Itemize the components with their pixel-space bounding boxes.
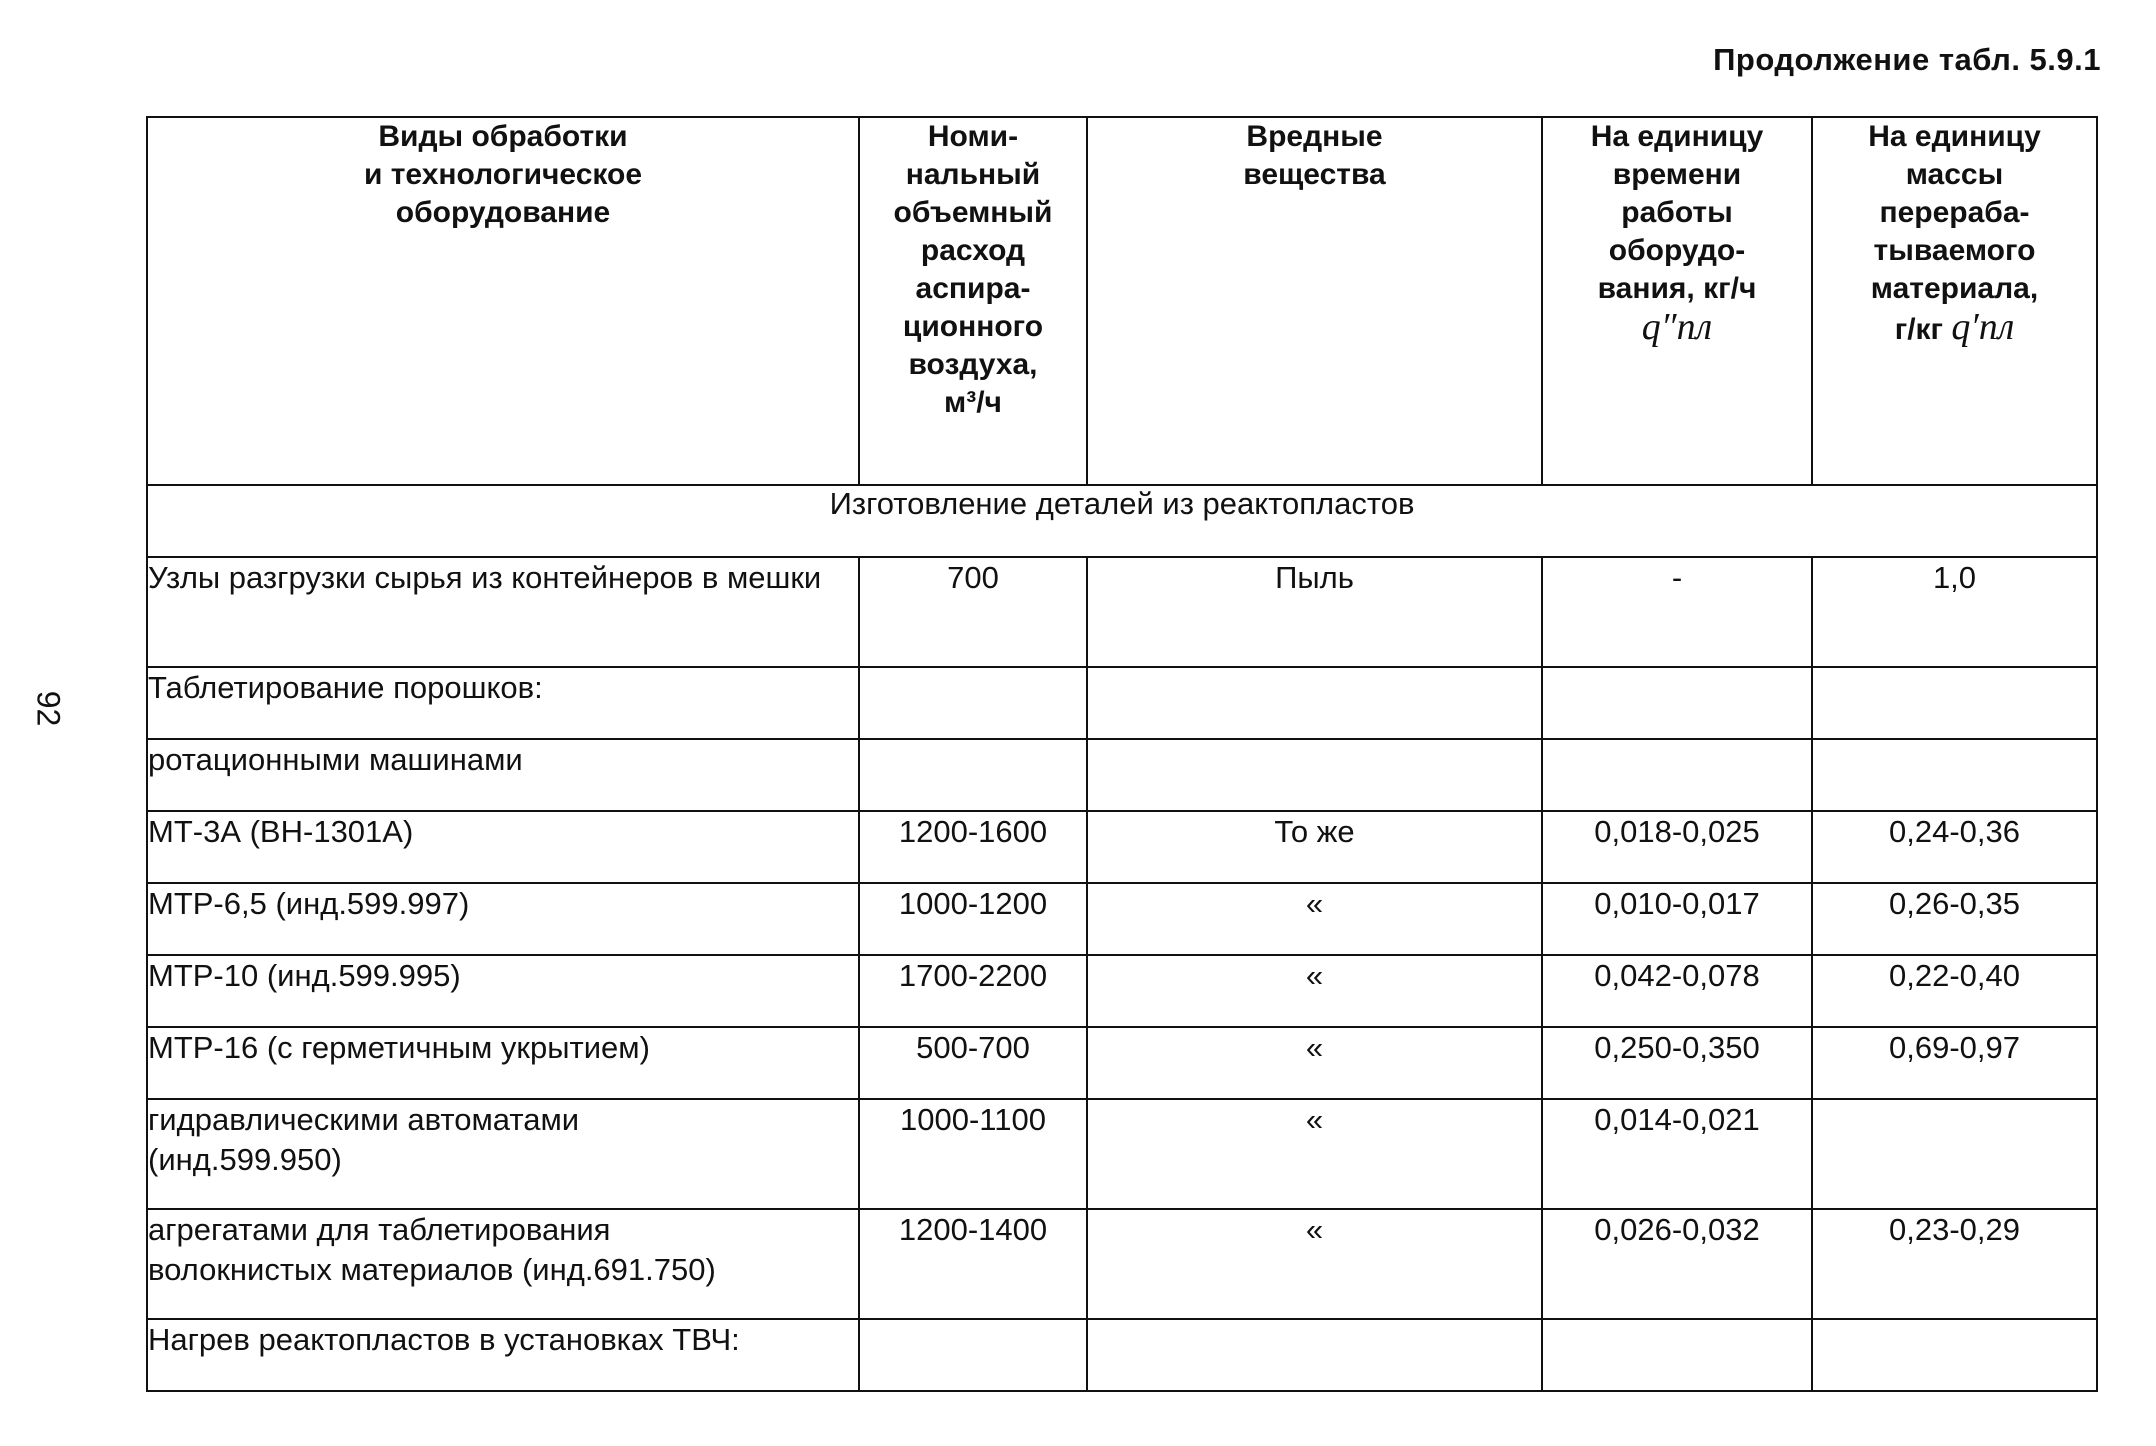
header-per-mass-unit: На единицу массы перераба- тываемого материала, г/кг q′пл [1812,117,2097,485]
row-per-mass: 1,0 [1812,557,2097,667]
table-caption: Продолжение табл. 5.9.1 [1713,42,2101,77]
table-row [147,1209,2097,1319]
row-name: Нагрев реактопластов в установках ТВЧ: [147,1319,859,1391]
row-per-mass: 0,24-0,36 [1812,811,2097,883]
table-row [147,739,2097,811]
row-substance [1087,667,1542,739]
row-per-mass: 0,69-0,97 [1812,1027,2097,1099]
row-substance: « [1087,1099,1542,1209]
header-process-types: Виды обработки и технологическое оборудование [147,117,859,485]
row-substance [1087,739,1542,811]
row-per-time: 0,014-0,021 [1542,1099,1812,1209]
section-title: Изготовление деталей из реактопластов [147,485,2097,557]
row-flow: 1000-1100 [859,1099,1087,1209]
header-row [147,117,2097,485]
row-per-time: - [1542,557,1812,667]
header-harmful-substances: Вредные вещества [1087,117,1542,485]
row-name: МТР-6,5 (инд.599.997) [147,883,859,955]
row-name: агрегатами для таблетирования волокнистых материалов (инд.691.750) [147,1209,859,1319]
row-substance: « [1087,1209,1542,1319]
row-flow: 1000-1200 [859,883,1087,955]
row-per-time [1542,667,1812,739]
row-flow [859,739,1087,811]
row-per-time: 0,026-0,032 [1542,1209,1812,1319]
row-flow: 1200-1600 [859,811,1087,883]
row-name: МТР-16 (с герметичным укрытием) [147,1027,859,1099]
table-row [147,1027,2097,1099]
row-substance: « [1087,883,1542,955]
symbol-q-per-mass: q′пл [1951,306,2015,348]
row-flow [859,1319,1087,1391]
row-substance [1087,1319,1542,1391]
row-per-time: 0,010-0,017 [1542,883,1812,955]
row-per-mass [1812,1099,2097,1209]
section-row [147,485,2097,557]
table-row [147,811,2097,883]
symbol-q-per-time: q″пл [1641,306,1713,348]
row-per-mass: 0,22-0,40 [1812,955,2097,1027]
row-per-time: 0,250-0,350 [1542,1027,1812,1099]
row-per-mass: 0,23-0,29 [1812,1209,2097,1319]
row-substance: То же [1087,811,1542,883]
row-per-time [1542,739,1812,811]
row-per-mass: 0,26-0,35 [1812,883,2097,955]
row-per-mass [1812,739,2097,811]
table-row [147,883,2097,955]
page-number: 92 [30,690,67,727]
row-substance: « [1087,955,1542,1027]
row-name: ротационными машинами [147,739,859,811]
header-air-flow: Номи- нальный объемный расход аспира- ционного воздуха, м³/ч [859,117,1087,485]
row-flow: 1200-1400 [859,1209,1087,1319]
table-row [147,955,2097,1027]
row-substance: Пыль [1087,557,1542,667]
row-flow: 1700-2200 [859,955,1087,1027]
row-flow [859,667,1087,739]
row-flow: 500-700 [859,1027,1087,1099]
row-flow: 700 [859,557,1087,667]
row-name: гидравлическими автоматами (инд.599.950) [147,1099,859,1209]
row-per-time: 0,042-0,078 [1542,955,1812,1027]
table-row [147,557,2097,667]
row-name: Узлы разгрузки сырья из контейнеров в мешки [147,557,859,667]
table-row [147,1099,2097,1209]
row-name: МТР-10 (инд.599.995) [147,955,859,1027]
row-per-mass [1812,667,2097,739]
row-substance: « [1087,1027,1542,1099]
table-row [147,667,2097,739]
row-name: Таблетирование порошков: [147,667,859,739]
row-per-mass [1812,1319,2097,1391]
row-per-time [1542,1319,1812,1391]
emissions-table [146,116,2098,1392]
header-per-time-unit: На единицу времени работы оборудо- вания, кг/ч q″пл [1542,117,1812,485]
row-per-time: 0,018-0,025 [1542,811,1812,883]
row-name: МТ-3А (ВН-1301А) [147,811,859,883]
table-row [147,1319,2097,1391]
